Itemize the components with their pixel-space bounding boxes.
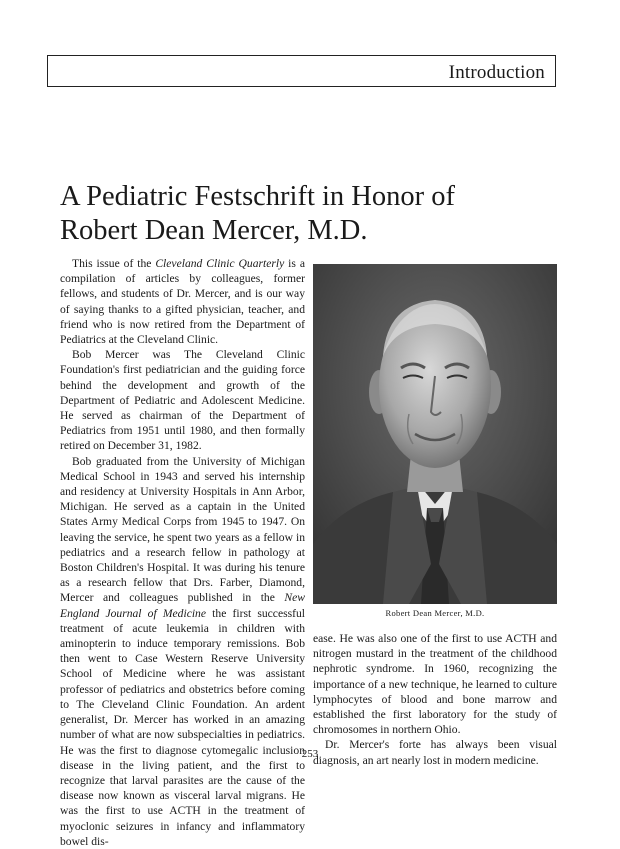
- journal-name-ccq: Cleveland Clinic Quarterly: [155, 257, 285, 270]
- paragraph-continuation: ease. He was also one of the first to use ACTH and nitrogen mustard in the treatment of the childhood nephrotic syndrome. In 1960, recognizing the importance of a new technique, he learned to culture lymphocytes of blood and bone marrow and established the first laboratory for the study of chromosomes in northern Ohio.: [313, 632, 557, 737]
- section-label: Introduction: [448, 62, 545, 83]
- paragraph-biography: Bob Mercer was The Cleveland Clinic Foundation's first pediatrician and the guiding force behind the development and growth of the Department of Pediatric and Adolescent Medicine. He served as chairman of the Department of Pediatrics from 1951 until 1980, and then formally retired on December 31, 1982.: [60, 348, 305, 453]
- title-line-1: A Pediatric Festschrift in Honor of: [60, 181, 455, 212]
- paragraph-intro-text-a: This issue of the: [72, 257, 156, 270]
- section-header-box: [47, 55, 556, 87]
- page-number: 253: [301, 748, 319, 760]
- paragraph-intro-text-b: is a compilation of articles by colleagues, former fellows, and students of Dr. Mercer, and is our way of saying thanks to a gifted physician, teacher, and friend who is now retired from the Department of Pediatrics at the Cleveland Clinic.: [60, 257, 305, 347]
- paragraph-career-text-b: the first successful treatment of acute leukemia in children with aminopterin to induce temporary remissions. Bob then went to Case Western Reserve University School of Medicine where he was assistant professor of pediatrics and obstetrics before coming to The Cleveland Clinic Foundation. An ardent generalist, Dr. Mercer has worked in an amazing number of what are now subspecialties in pediatrics. He was the first to diagnose cytomegalic inclusion disease in the living patient, and the first to recognize that larval parasites are the cause of the disease now known as visceral larval migrans. He was the first to use ACTH in the treatment of myoclonic seizures in infancy and inflammatory bowel dis-: [60, 606, 306, 848]
- paragraph-visual-diagnosis: Dr. Mercer's forte has always been visual diagnosis, an art nearly lost in modern medicine.: [313, 738, 557, 767]
- photo-caption: Robert Dean Mercer, M.D.: [385, 608, 485, 618]
- article-title: [60, 180, 560, 248]
- paragraph-career-text-a: Bob graduated from the University of Michigan Medical School in 1943 and served his internship and residency at University Hospitals in Ann Arbor, Michigan. He served as a captain in the United States Army Medical Corps from 1945 to 1947. On leaving the service, he spent two years as a fellow in pediatrics and a research fellow in pathology at Boston Children's Hospital. It was during his tenure as a research fellow that Drs. Farber, Diamond, Mercer and colleagues published in the: [60, 454, 305, 605]
- paragraph-career: [60, 454, 305, 849]
- journal-name-nejm: New England Journal of Medicine: [60, 591, 305, 620]
- portrait-photo: [313, 264, 557, 604]
- title-line-2: Robert Dean Mercer, M.D.: [60, 215, 368, 246]
- paragraph-intro: [60, 256, 305, 347]
